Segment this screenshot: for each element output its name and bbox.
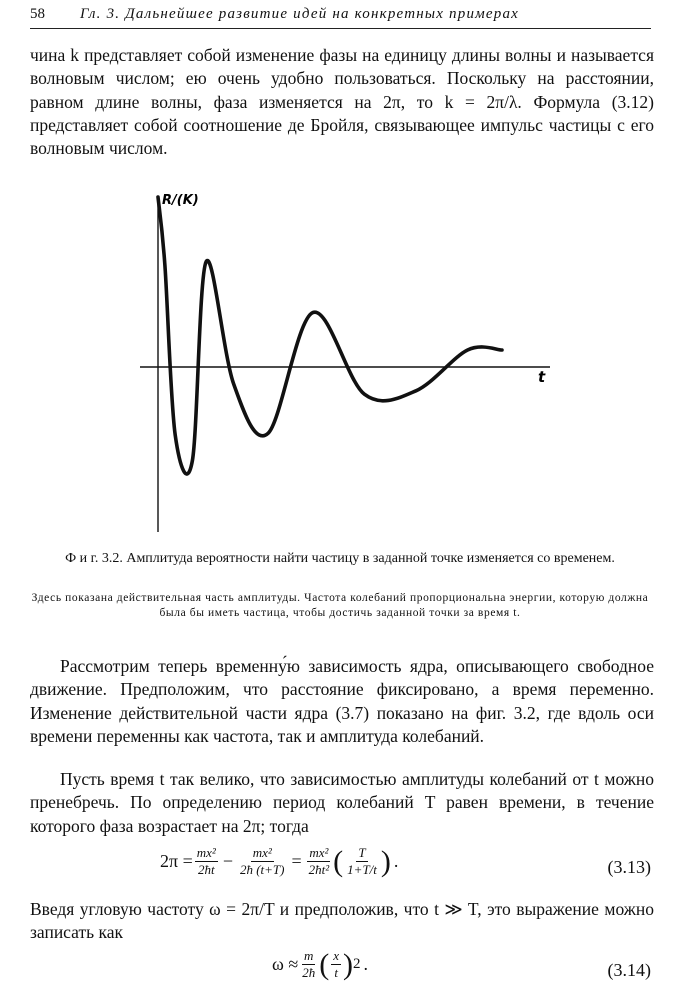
eq1-f2-num: mx² [252,845,272,860]
figure-caption-note: Здесь показана действительная часть амплитуды. Частота колебаний пропорциональна энергии, которую должна была бы иметь частица, чтобы достичь заданной точки за время t. [31,592,649,619]
equation-number-3-14: (3.14) [607,960,651,980]
eq2-f1-den: 2ħ [302,965,316,980]
running-title: Гл. 3. Дальнейшее развитие идей на конкретных примерах [80,6,520,22]
eq1-f3-den: 2ħt² [308,862,330,877]
eq1-fraction-3 [307,845,332,878]
eq1-fraction-2 [238,845,287,878]
eq1-f1-den: 2ħt [197,862,215,877]
paragraph-4: Введя угловую частоту ω = 2π/T и предположив, что t ≫ T, это выражение можно записать как [30,899,654,943]
amplitude-curve [158,197,502,474]
equation-3-14 [0,948,673,998]
eq1-lhs: 2π = [160,851,193,871]
eq1-minus: − [222,851,233,871]
figure-3-2 [140,190,560,535]
eq1-left-paren: ( [333,844,344,878]
paragraph-3: Пусть время t так велико, что зависимостью амплитуды колебаний от t можно пренебречь. По определению период колебаний T равен времени, в течение которого фаза возрастает на 2π; тогда [30,769,654,836]
paragraph-1: чина k представляет собой изменение фазы на единицу длины волны и называется волновым числом; ею очень удобно пользоваться. Поскольку на расстоянии, равном длине волны, фаза изменяется на 2π, то k = 2π/λ. Формула (3.12) представляет собой соотношение де Бройля, связывающее импульс частицы с его волновым числом. [30,45,654,159]
eq2-f2-num: x [333,948,340,963]
equation-number-3-13: (3.13) [607,857,651,877]
eq2-right-paren: ) [343,947,354,981]
eq1-equals: = [291,851,302,871]
eq2-power: 2 [353,956,361,972]
running-header [30,6,651,29]
eq1-f1-num: mx² [196,845,216,860]
amplitude-plot [140,190,560,535]
eq1-f3-num: mx² [309,845,329,860]
eq1-end: . [393,851,399,871]
eq2-f2-den: t [334,965,338,980]
eq2-fraction-2 [331,948,341,981]
page-number: 58 [30,6,45,22]
eq1-f2-den: 2ħ (t+T) [239,862,285,877]
eq2-fraction-1 [300,948,317,981]
eq1-f4-num: T [358,845,366,860]
eq1-right-paren: ) [380,844,391,878]
figure-caption-title: Ф и г. 3.2. Амплитуда вероятности найти частицу в заданной точке изменяется со временем. [65,551,615,566]
eq2-left-paren: ( [319,947,330,981]
eq1-fraction-1 [195,845,218,878]
eq2-f1-num: m [304,948,314,963]
y-axis-label: R/(K) [162,193,199,208]
equation-3-13 [0,845,673,895]
eq1-fraction-4 [345,845,379,878]
paragraph-2: Рассмотрим теперь временну́ю зависимость ядра, описывающего свободное движение. Предположим, что расстояние фиксировано, а время переменно. Изменение действительной части ядра (3.7) показано на фиг. 3.2, где вдоль оси времени переменны как частота, так и амплитуда колебаний. [30,656,654,746]
eq2-lhs: ω ≈ [272,954,299,974]
x-axis-label: t [538,368,546,386]
eq1-f4-den: 1+T/t [347,862,377,877]
eq2-end: . [363,954,369,974]
